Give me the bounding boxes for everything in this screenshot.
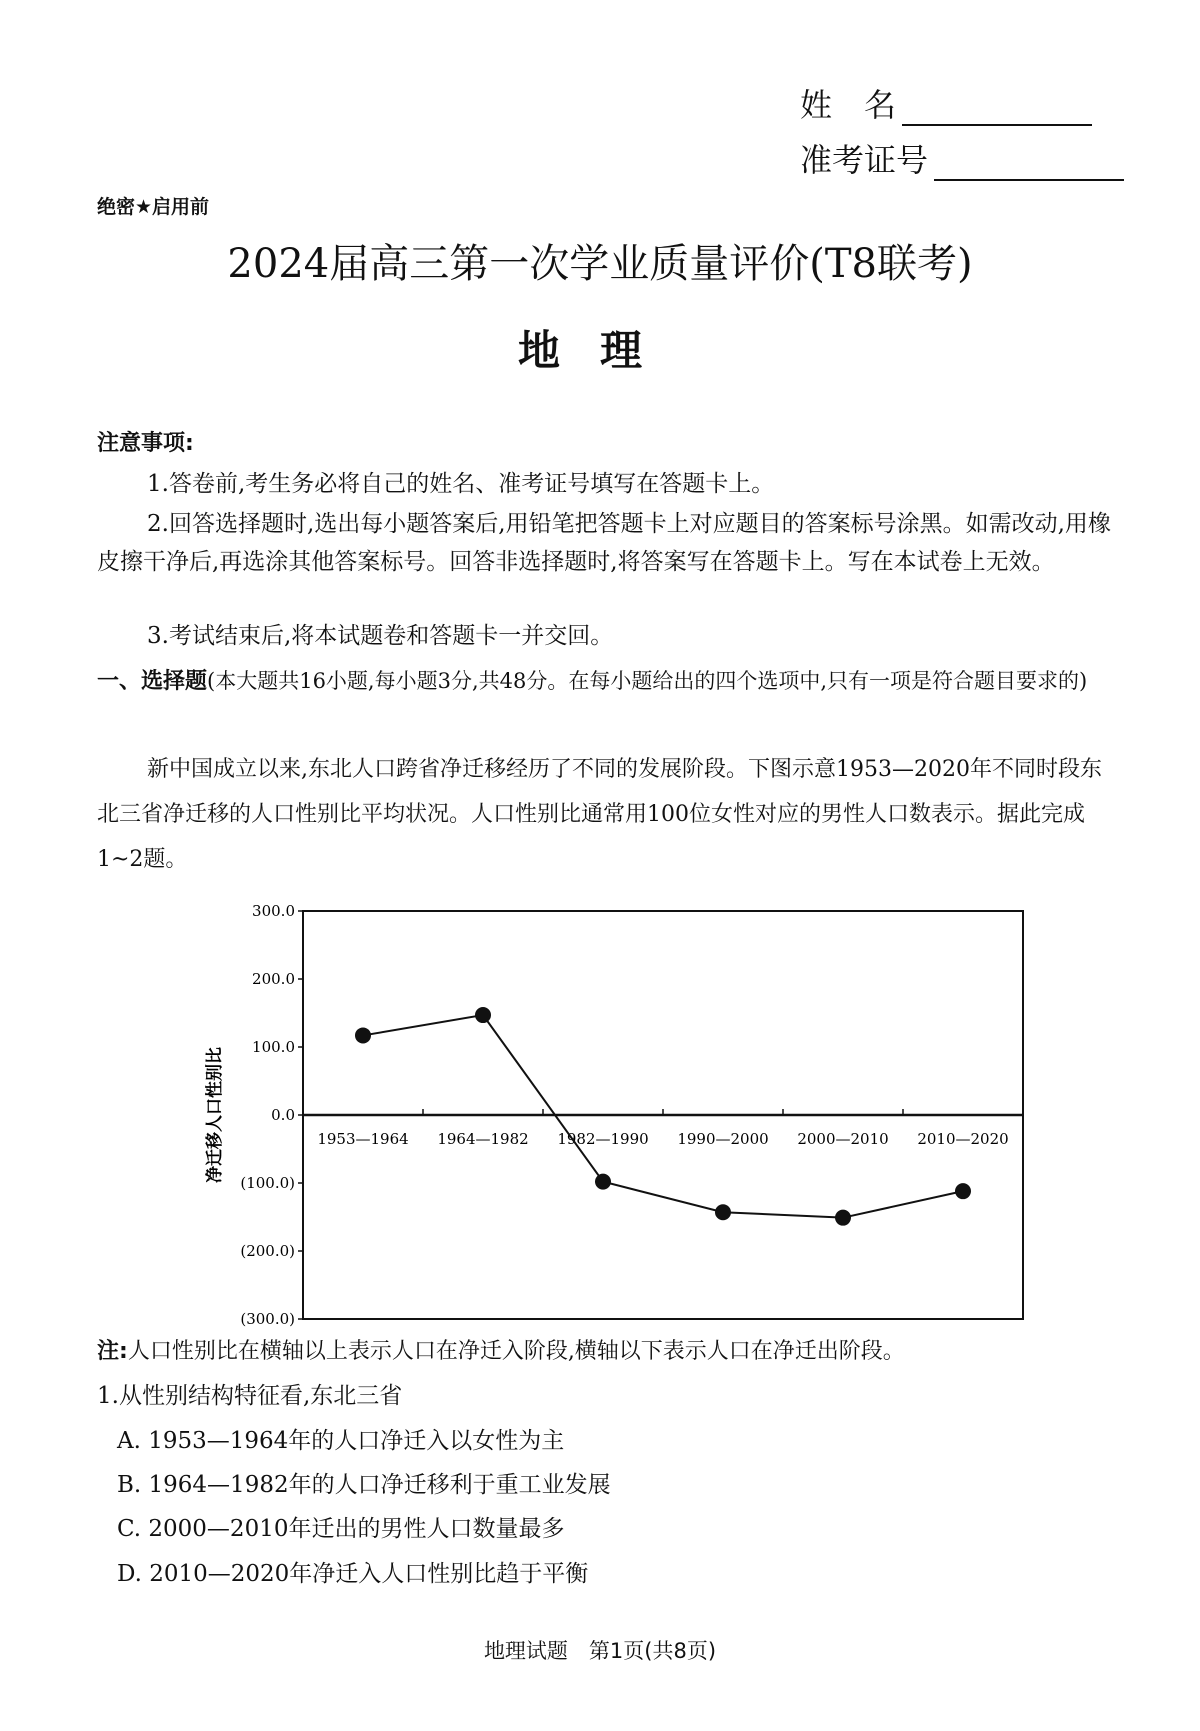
x-tick-label: 2010—2020 [917, 1130, 1009, 1148]
x-tick-label: 1964—1982 [437, 1130, 529, 1148]
question-1-stem: 1.从性别结构特征看,东北三省 [97, 1383, 403, 1409]
y-tick-label: 100.0 [252, 1038, 295, 1056]
chart-note-text: 人口性别比在横轴以上表示人口在净迁入阶段,横轴以下表示人口在净迁出阶段。 [127, 1339, 905, 1364]
chart-note-label: 注: [97, 1339, 128, 1364]
data-point [475, 1007, 491, 1023]
notice-item-1: 1.答卷前,考生务必将自己的姓名、准考证号填写在答题卡上。 [147, 471, 775, 497]
exam-title: 2024届高三第一次学业质量评价(T8联考) [227, 241, 973, 287]
chart-x-axis [317, 1130, 1008, 1148]
data-point [595, 1174, 611, 1190]
chart-y-axis [240, 902, 303, 1328]
data-point [835, 1210, 851, 1226]
name-blank[interactable] [902, 94, 1092, 126]
y-tick-label: 300.0 [252, 902, 295, 920]
notice-item-2: 2.回答选择题时,选出每小题答案后,用铅笔把答题卡上对应题目的答案标号涂黑。如需改动,用橡皮擦干净后,再选涂其他答案标号。回答非选择题时,将答案写在答题卡上。写在本试卷上无效。 [97, 511, 1111, 575]
data-point [715, 1204, 731, 1220]
x-tick-label: 1990—2000 [677, 1130, 769, 1148]
y-tick-label: 200.0 [252, 970, 295, 988]
x-tick-label: 1982—1990 [557, 1130, 649, 1148]
sex-ratio-chart [190, 895, 1040, 1330]
name-label: 姓 名 [800, 86, 897, 124]
exam-id-blank[interactable] [934, 149, 1124, 181]
name-field[interactable] [800, 80, 1092, 126]
page-footer: 地理试题 第1页(共8页) [483, 1639, 717, 1663]
chart-frame [303, 911, 1023, 1319]
section-1-desc: (本大题共16小题,每小题3分,共48分。在每小题给出的四个选项中,只有一项是符合题目要求的) [207, 669, 1088, 693]
x-tick-label: 2000—2010 [797, 1130, 889, 1148]
subject-title: 地理 [517, 326, 682, 375]
x-tick-label: 1953—1964 [317, 1130, 409, 1148]
data-point [955, 1183, 971, 1199]
exam-id-label: 准考证号 [800, 141, 929, 179]
secret-mark: 绝密★启用前 [97, 196, 210, 218]
option-b: B. 1964—1982年的人口净迁移利于重工业发展 [117, 1472, 611, 1498]
notice-heading: 注意事项: [97, 431, 194, 456]
series-line [363, 1015, 963, 1218]
y-tick-label: (100.0) [240, 1174, 295, 1192]
y-tick-label: (200.0) [240, 1242, 295, 1260]
notice-item-3: 3.考试结束后,将本试题卷和答题卡一并交回。 [147, 623, 614, 649]
chart-note [97, 1333, 1117, 1371]
exam-id-field[interactable] [800, 135, 1124, 181]
y-tick-label: 0.0 [271, 1106, 295, 1124]
section-1-heading: 一、选择题 [97, 669, 208, 694]
option-c: C. 2000—2010年迁出的男性人口数量最多 [117, 1516, 565, 1542]
chart-y-label: 净迁移人口性别比 [205, 1047, 225, 1183]
chart-series [355, 1007, 971, 1226]
data-point [355, 1027, 371, 1043]
y-tick-label: (300.0) [240, 1310, 295, 1328]
option-a: A. 1953—1964年的人口净迁入以女性为主 [117, 1428, 565, 1454]
option-d: D. 2010—2020年净迁入人口性别比趋于平衡 [117, 1561, 589, 1587]
question-intro: 新中国成立以来,东北人口跨省净迁移经历了不同的发展阶段。下图示意1953—2020年不同时段东北三省净迁移的人口性别比平均状况。人口性别比通常用100位女性对应的男性人口数表示。据此完成1~2题。 [97, 757, 1102, 872]
section-1-header [97, 662, 1117, 701]
